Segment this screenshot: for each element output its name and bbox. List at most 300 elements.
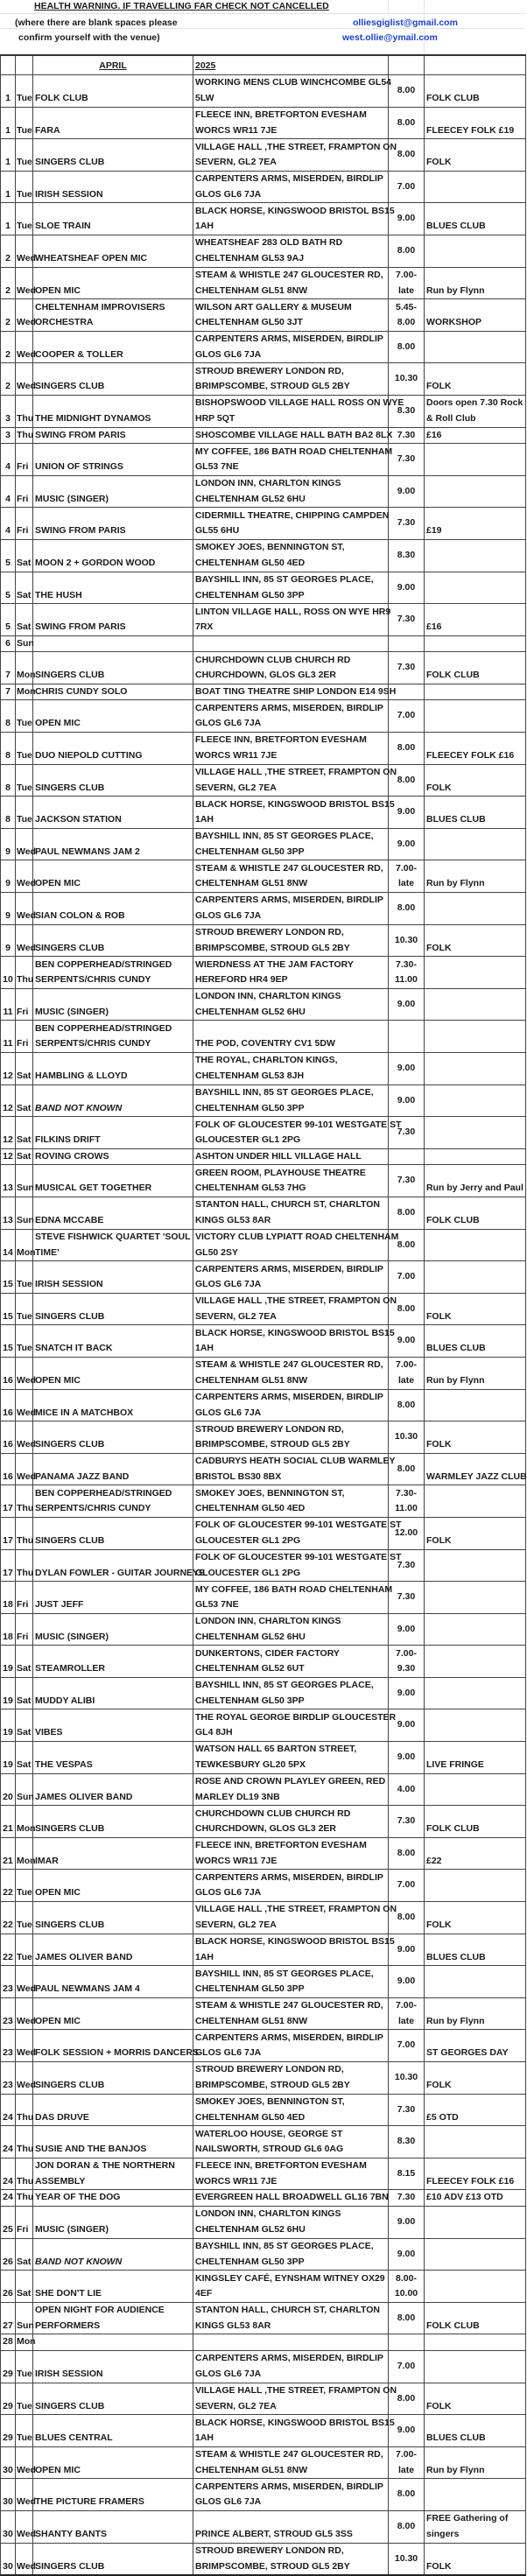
notes-cell (425, 572, 526, 604)
time-cell-line: 8.00 (397, 1912, 416, 1923)
venue-cell (193, 1582, 393, 1614)
time-cell (389, 2334, 425, 2351)
time-cell-line: 7.00- (396, 1647, 417, 1659)
event-cell (33, 2094, 193, 2126)
notes-cell-line (426, 1885, 523, 1901)
event-cell-line (35, 925, 191, 941)
event-cell-line: DYLAN FOWLER - GUITAR JOURNEYS (35, 1567, 206, 1578)
venue-cell (193, 1613, 389, 1646)
date-cell: 4 (1, 475, 16, 508)
event-cell-line: SINGERS CLUB (35, 1920, 105, 1931)
event-cell-line (35, 1390, 191, 1406)
notes-cell-line (426, 1486, 523, 1502)
date-cell: 29 (1, 2350, 16, 2383)
day-cell: Sat (16, 2238, 33, 2271)
venue-cell-line: 1AH (195, 1951, 214, 1962)
notes-cell (425, 475, 526, 508)
venue-cell-line: CARPENTERS ARMS, MISERDEN, BIRDLIP (195, 2032, 383, 2043)
notes-cell-line: WORKSHOP (426, 317, 481, 328)
date-cell: 22 (1, 1934, 16, 1966)
notes-cell-line (426, 2271, 523, 2287)
venue-cell (193, 1053, 389, 1085)
time-cell (389, 2302, 425, 2334)
gig-row (1, 1325, 526, 1358)
day-cell: Wed (16, 2479, 33, 2511)
blank-spaces-note-line2: confirm yourself with the venue) (18, 32, 160, 43)
event-cell-line (35, 1902, 191, 1918)
day-cell: Tue (16, 203, 33, 235)
day-cell: Tue (16, 171, 33, 203)
notes-cell (425, 2062, 526, 2095)
notes-cell (425, 635, 526, 652)
event-cell (33, 1293, 193, 1325)
day-cell: Wed (16, 267, 33, 299)
gig-row (1, 2030, 526, 2062)
event-cell-line (35, 396, 191, 411)
venue-cell-line: PRINCE ALBERT, STROUD GL5 3SS (195, 2528, 353, 2539)
notes-cell-line (426, 2142, 523, 2158)
time-cell (389, 957, 425, 989)
time-cell-line: 9.00 (397, 1335, 416, 1346)
time-cell (389, 1053, 425, 1085)
venue-cell-line: WORKING MENS CLUB WINCHCOMBE GL54 (195, 77, 391, 88)
venue-cell-line: CHELTENHAM GL53 7HG (195, 1183, 306, 1194)
venue-cell-line: 1AH (195, 221, 214, 232)
venue-cell-line: SEVERN, GL2 7EA (195, 1920, 277, 1931)
time-cell-line: 9.00 (397, 1976, 416, 1987)
day-cell: Tue (16, 764, 33, 797)
event-cell-line: BEN COPPERHEAD/STRINGED (35, 958, 172, 970)
day-cell: Fri (16, 444, 33, 476)
notes-cell-line (426, 347, 523, 363)
venue-cell-line: LONDON INN, CHARLTON KINGS (195, 478, 341, 489)
venue-cell-line: CHELTENHAM GL50 3PP (195, 2256, 305, 2267)
time-cell (389, 107, 425, 139)
notes-cell-line (426, 989, 523, 1005)
venue-cell-line: BLACK HORSE, KINGSWOOD BRISTOL BS15 (195, 1327, 395, 1338)
day-cell: Wed (16, 2510, 33, 2543)
event-cell-line: MUDDY ALIBI (35, 1695, 95, 1706)
notes-cell-line (426, 2062, 523, 2078)
gig-row (1, 1549, 526, 1582)
notes-cell (425, 395, 526, 427)
notes-cell (425, 700, 526, 733)
venue-cell (193, 2415, 395, 2447)
gig-row (1, 2126, 526, 2158)
time-cell (389, 1677, 425, 1709)
notes-cell-line (426, 2031, 523, 2046)
date-cell: 8 (1, 700, 16, 733)
time-cell (389, 924, 425, 957)
venue-cell-line: CHURCHDOWN, GLOS GL3 2ER (195, 670, 337, 681)
notes-cell-line (426, 268, 523, 284)
day-cell: Sat (16, 1117, 33, 1149)
time-cell (389, 2238, 425, 2271)
venue-cell-line: KINGS GL53 8AR (195, 2320, 271, 2331)
notes-cell (425, 1677, 526, 1709)
notes-cell-line (426, 958, 523, 973)
time-cell (389, 1997, 425, 2030)
time-cell-line: 7.30 (397, 662, 416, 673)
notes-cell-line (426, 1262, 523, 1278)
venue-cell-line: CIDERMILL THEATRE, CHIPPING CAMPDEN (195, 509, 390, 521)
event-cell-line: FOLK CLUB (35, 93, 88, 103)
venue-cell (193, 684, 397, 700)
event-cell-line: SINGERS CLUB (35, 1439, 105, 1450)
event-cell-line: MUSIC (SINGER) (35, 1006, 109, 1017)
venue-cell-line: CADBURYS HEATH SOCIAL CLUB WARMLEY (195, 1456, 396, 1467)
event-cell (33, 988, 193, 1021)
gig-row (1, 1966, 526, 1998)
notes-cell-line (426, 1422, 523, 1438)
notes-cell (425, 924, 526, 957)
notes-cell-line (426, 1967, 523, 1983)
gig-row (1, 652, 526, 684)
venue-cell (193, 1646, 389, 1678)
notes-cell-line: Doors open 7.30 Rock (426, 397, 523, 409)
time-cell (389, 1582, 425, 1614)
event-cell-line (35, 1326, 191, 1342)
event-cell (33, 893, 193, 925)
event-cell-line: OPEN MIC (35, 878, 81, 889)
notes-cell (425, 539, 526, 572)
date-cell: 26 (1, 2238, 16, 2271)
event-cell-line (35, 1422, 191, 1438)
notes-cell-line (426, 1790, 523, 1806)
venue-cell-line: BRIMPSCOMBE, STROUD GL5 2BY (195, 942, 350, 953)
venue-cell (193, 1357, 389, 1389)
venue-cell-line: FLEECE INN, BRETFORTON EVESHAM (195, 734, 367, 746)
time-cell-line: 9.30 (397, 1663, 416, 1674)
event-cell (33, 1549, 206, 1582)
notes-cell-line (426, 925, 523, 941)
day-cell: Fri (16, 1613, 33, 1646)
notes-cell-line (426, 364, 523, 380)
event-cell-line (35, 2511, 191, 2527)
time-cell-line: 7.00 (397, 180, 416, 192)
event-cell (33, 604, 193, 636)
date-cell: 1 (1, 171, 16, 203)
time-cell-line: 8.00 (397, 2520, 416, 2531)
venue-cell-line: GLOS GL6 7JA (195, 718, 262, 729)
notes-cell (425, 1742, 526, 1774)
time-cell-line: 7.30 (397, 2103, 416, 2115)
venue-cell-line: BAYSHILL INN, 85 ST GEORGES PLACE, (195, 2240, 374, 2251)
gig-row (1, 893, 526, 925)
gig-row (1, 1229, 526, 1261)
venue-cell-line: WIERDNESS AT THE JAM FACTORY (195, 958, 354, 970)
day-cell: Tue (16, 2415, 33, 2447)
date-cell: 16 (1, 1357, 16, 1389)
event-cell-line: SIAN COLON & ROB (35, 910, 125, 922)
time-cell-line: 8.00 (397, 2392, 416, 2404)
gig-row (1, 1261, 526, 1294)
event-cell-line (35, 1710, 191, 1726)
venue-cell-line: GREEN ROOM, PLAYHOUSE THEATRE (195, 1167, 366, 1178)
notes-cell-line (426, 235, 523, 251)
event-cell-line (35, 1998, 191, 2014)
time-cell-line: 9.00 (397, 581, 416, 593)
day-cell: Sun (16, 1773, 33, 1806)
venue-cell-line: BAYSHILL INN, 85 ST GEORGES PLACE, (195, 1087, 374, 1098)
gig-row (1, 1148, 526, 1165)
event-cell-line (35, 1118, 191, 1134)
day-cell: Wed (16, 2543, 33, 2575)
notes-cell (425, 1053, 526, 1085)
venue-cell (193, 1677, 389, 1709)
date-cell: 11 (1, 1021, 16, 1053)
venue-cell-line: LINTON VILLAGE HALL, ROSS ON WYE HR9 (195, 606, 391, 617)
gig-row (1, 1453, 526, 1485)
gig-row (1, 924, 526, 957)
event-cell-line: TIME' (35, 1246, 60, 1258)
date-cell: 30 (1, 2543, 16, 2575)
time-cell-line: 9.00 (397, 2425, 416, 2436)
venue-cell-line: FOLK OF GLOUCESTER 99-101 WESTGATE ST (195, 1520, 402, 1531)
event-cell-line (35, 1871, 191, 1886)
notes-cell-line (426, 684, 523, 700)
gig-row (1, 2334, 526, 2351)
day-cell: Thu (16, 2126, 33, 2158)
time-cell-line: late (397, 878, 415, 889)
notes-cell-line (426, 445, 523, 460)
notes-cell (425, 75, 526, 108)
time-cell-line: 8.00 (397, 1239, 416, 1250)
venue-cell-line: WORCS WR11 7JE (195, 750, 278, 762)
date-cell: 4 (1, 508, 16, 540)
day-cell: Sat (16, 1742, 33, 1774)
event-cell-line: SINGERS CLUB (35, 1823, 105, 1835)
event-cell-line: THE PICTURE FRAMERS (35, 2496, 144, 2508)
time-cell-line: 8.30 (397, 549, 416, 560)
gig-row (1, 1870, 526, 1902)
venue-cell (193, 1837, 389, 1870)
day-cell: Wed (16, 2030, 33, 2062)
date-cell: 22 (1, 1870, 16, 1902)
venue-cell-line: TEWKESBURY GL20 5PX (195, 1759, 306, 1771)
date-cell: 23 (1, 2030, 16, 2062)
event-cell (33, 1997, 193, 2030)
venue-cell-line: VILLAGE HALL ,THE STREET, FRAMPTON ON (195, 141, 397, 152)
venue-cell-line: SEVERN, GL2 7EA (195, 1310, 277, 1322)
venue-cell (193, 860, 389, 893)
venue-cell-line: HEREFORD HR4 9EP (195, 974, 288, 986)
gig-row (1, 1357, 526, 1389)
venue-cell (193, 1197, 389, 1229)
venue-cell-line: GLOS GL6 7JA (195, 2047, 262, 2059)
venue-cell-line: FLEECE INN, BRETFORTON EVESHAM (195, 109, 367, 120)
notes-cell-line (426, 1230, 523, 1246)
notes-cell (425, 1148, 526, 1165)
venue-cell-line: VICTORY CLUB LYPIATT ROAD CHELTENHAM (195, 1231, 399, 1242)
notes-cell (425, 1261, 526, 1294)
venue-cell (193, 2094, 389, 2126)
notes-cell-line (426, 861, 523, 877)
notes-cell-line (426, 588, 523, 604)
event-cell (33, 1325, 193, 1358)
venue-cell-line: CARPENTERS ARMS, MISERDEN, BIRDLIP (195, 2481, 383, 2492)
notes-cell-line (426, 1149, 523, 1165)
event-cell-line: JON DORAN & THE NORTHERN (35, 2160, 175, 2172)
day-cell: Thu (16, 2158, 33, 2190)
gig-row (1, 1613, 526, 1646)
time-cell-line: 9.00 (397, 1623, 416, 1634)
event-cell (33, 1165, 193, 1197)
event-cell-line (35, 172, 191, 187)
venue-cell-line: GLOS GL6 7JA (195, 1279, 262, 1290)
gig-row (1, 764, 526, 797)
time-cell-line: 7.00 (397, 1879, 416, 1891)
venue-cell-line: LONDON INN, CHARLTON KINGS (195, 2208, 341, 2220)
notes-cell-line: FOLK (426, 381, 452, 392)
notes-cell-line (426, 1742, 523, 1758)
contact-email-ymail[interactable]: west.ollie@ymail.com (342, 32, 438, 43)
event-cell-line (35, 2447, 191, 2463)
venue-cell-line: CHELTENHAM GL53 8JH (195, 1070, 305, 1081)
event-cell-line (35, 509, 191, 524)
notes-cell (425, 1453, 526, 1485)
date-cell: 16 (1, 1453, 16, 1485)
event-cell-line: PERFORMERS (35, 2320, 101, 2331)
venue-cell-line: CHELTENHAM GL51 8NW (195, 878, 308, 889)
notes-cell-line (426, 251, 523, 267)
gig-row (1, 860, 526, 893)
event-cell-line: MUSIC (SINGER) (35, 2223, 109, 2235)
gig-row (1, 107, 526, 139)
event-cell-line (35, 1678, 191, 1694)
event-cell-line: JAMES OLIVER BAND (35, 1951, 133, 1962)
time-cell (389, 1966, 425, 1998)
event-cell (33, 427, 193, 444)
event-cell-line (35, 2544, 191, 2559)
time-cell-line: 8.00- (396, 2272, 417, 2284)
gig-row (1, 1646, 526, 1678)
day-cell: Fri (16, 1582, 33, 1614)
notes-cell-line (426, 2239, 523, 2255)
venue-cell (193, 1742, 389, 1774)
event-cell (33, 75, 193, 108)
year-label-cell (193, 55, 389, 75)
notes-cell-line (426, 187, 523, 203)
date-cell: 12 (1, 1084, 16, 1117)
day-cell: Tue (16, 733, 33, 765)
gig-row (1, 2158, 526, 2190)
venue-cell-line: SMOKEY JOES, BENNINGTON ST, (195, 542, 345, 553)
venue-cell-line: FOLK OF GLOUCESTER 99-101 WESTGATE ST (195, 1551, 402, 1562)
time-cell-line: 9.00 (397, 806, 416, 818)
venue-cell (193, 1229, 399, 1261)
event-cell (33, 363, 193, 396)
gig-row (1, 635, 526, 652)
notes-cell-line (426, 1005, 523, 1021)
contact-email-gmail[interactable]: olliesgiglist@gmail.com (353, 18, 458, 28)
day-cell: Mon (16, 1837, 33, 1870)
venue-cell (193, 139, 397, 172)
month-header-row (1, 55, 526, 75)
event-cell-line: PAUL NEWMANS JAM 4 (35, 1983, 140, 1995)
event-cell-line (35, 235, 191, 251)
event-cell (33, 508, 193, 540)
day-cell: Sat (16, 1053, 33, 1085)
day-cell: Thu (16, 395, 33, 427)
date-cell: 5 (1, 539, 16, 572)
time-cell (389, 1148, 425, 1165)
venue-cell (193, 1997, 389, 2030)
venue-cell-line (195, 2334, 386, 2350)
event-cell-line (35, 1934, 191, 1950)
venue-cell (193, 1806, 389, 1838)
time-cell-line: late (397, 2015, 415, 2026)
gig-row (1, 733, 526, 765)
event-cell (33, 1261, 193, 1294)
venue-cell-line: THE ROYAL, CHARLTON KINGS, (195, 1055, 338, 1066)
event-cell (33, 1021, 193, 1053)
gig-row (1, 1806, 526, 1838)
venue-cell-line: BLACK HORSE, KINGSWOOD BRISTOL BS15 (195, 205, 395, 216)
notes-cell (425, 2206, 526, 2238)
gig-row (1, 2238, 526, 2271)
event-cell-line (35, 1614, 191, 1630)
venue-cell (193, 107, 389, 139)
gig-row (1, 1997, 526, 2030)
date-cell: 19 (1, 1709, 16, 1742)
date-cell: 17 (1, 1517, 16, 1549)
gig-row (1, 1165, 526, 1197)
time-cell-line: 8.00 (397, 244, 416, 256)
venue-cell (193, 924, 389, 957)
sheet-header (0, 0, 525, 54)
notes-cell (425, 2510, 526, 2543)
time-cell (389, 1357, 425, 1389)
venue-cell-line: CHURCHDOWN, GLOS GL3 2ER (195, 1823, 337, 1835)
notes-cell-line (426, 1807, 523, 1822)
venue-cell-line: STANTON HALL, CHURCH ST, CHARLTON (195, 1199, 380, 1211)
time-cell (389, 1742, 425, 1774)
venue-cell-line: FOLK OF GLOUCESTER 99-101 WESTGATE ST (195, 1119, 402, 1130)
notes-cell (425, 1646, 526, 1678)
event-cell (33, 2238, 193, 2271)
day-cell: Fri (16, 1021, 33, 1053)
event-cell (33, 2334, 193, 2351)
venue-cell (193, 2302, 389, 2334)
venue-cell-line: BRIMPSCOMBE, STROUD GL5 2BY (195, 1439, 350, 1450)
notes-cell (425, 171, 526, 203)
date-cell: 9 (1, 893, 16, 925)
event-cell-line: YEAR OF THE DOG (35, 2192, 121, 2203)
venue-cell-line: CHELTENHAM GL52 6HU (195, 1631, 306, 1642)
time-cell (389, 2271, 425, 2303)
day-cell: Thu (16, 1517, 33, 1549)
notes-cell-line: £16 (426, 429, 442, 440)
venue-cell-line: GLOUCESTER GL1 2PG (195, 1534, 301, 1546)
notes-header-cell (425, 55, 526, 75)
gig-row (1, 700, 526, 733)
venue-cell-line: CHELTENHAM GL50 3PP (195, 1983, 305, 1995)
notes-cell-line: FLEECEY FOLK £16 (426, 2175, 515, 2186)
time-cell (389, 363, 425, 396)
notes-cell (425, 1806, 526, 1838)
venue-cell (193, 75, 389, 108)
notes-cell (425, 2271, 526, 2303)
event-cell-line (35, 605, 191, 621)
venue-cell-line (195, 636, 386, 652)
time-cell (389, 2126, 425, 2158)
venue-cell-line: THE ROYAL GEORGE BIRDLIP GLOUCESTER (195, 1711, 397, 1723)
time-cell (389, 1485, 425, 1518)
event-cell (33, 1148, 193, 1165)
notes-cell-line (426, 909, 523, 924)
time-cell-line (390, 1149, 422, 1165)
